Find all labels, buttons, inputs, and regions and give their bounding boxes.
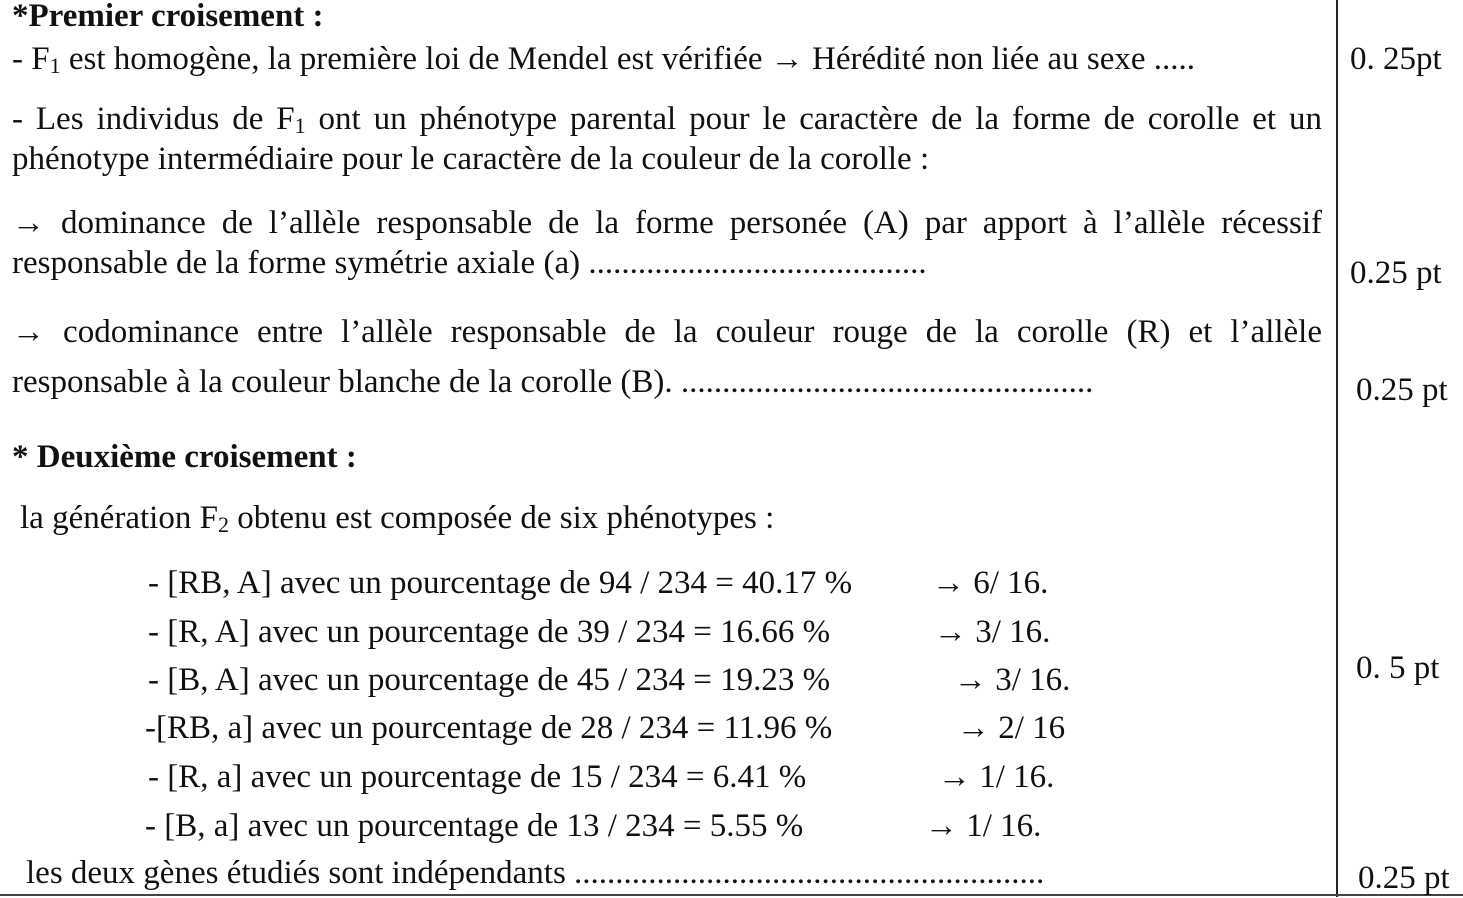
score-5: 0.25 pt [1358, 860, 1450, 896]
score-3: 0.25 pt [1356, 372, 1448, 408]
score-2: 0.25 pt [1350, 255, 1442, 291]
section1-para2: - Les individus de $F_1$ ont un phénotype parental pour le caractère de la forme de corolle et un phénotype intermédiaire pour le caractère de la couleur de la corolle : [12, 101, 1322, 177]
score-column-divider [1336, 0, 1338, 897]
phenotype-row: - [B, A] avec un pourcentage de 45 / 234 = 19.23 % → 3/ 16. [148, 662, 1071, 698]
section1-heading: *Premier croisement : [12, 0, 324, 34]
phenotype-row: - [R, A] avec un pourcentage de 39 / 234 = 16.66 % → 3/ 16. [148, 614, 1051, 650]
score-4: 0. 5 pt [1356, 650, 1440, 686]
phenotype-row: - [B, a] avec un pourcentage de 13 / 234 = 5.55 % → 1/ 16. [145, 808, 1042, 844]
phenotype-row: - [R, a] avec un pourcentage de 15 / 234 = 6.41 % → 1/ 16. [148, 759, 1055, 795]
phenotype-row: -[RB, a] avec un pourcentage de 28 / 234 = 11.96 % → 2/ 16 [145, 710, 1066, 746]
section1-para3: → dominance de l’allèle responsable de la forme personée (A) par apport à l’allèle récessif responsable de la forme symétrie axiale (a) ......................................... [12, 205, 1322, 281]
bottom-border [0, 894, 1463, 896]
section1-para4: → codominance entre l’allèle responsable de la couleur rouge de la corolle (R) et l’allèle responsable à la couleur blanche de la corolle (B). .................................................. [12, 314, 1322, 400]
section2-intro: la génération $F_2$ obtenu est composée de six phénotypes : [20, 500, 775, 537]
phenotype-row: - [RB, A] avec un pourcentage de 94 / 234 = 40.17 % → 6/ 16. [148, 565, 1049, 601]
section2-heading: * Deuxième croisement : [12, 439, 357, 475]
section2-conclusion: les deux gènes étudiés sont indépendants ......................................................... [26, 855, 1045, 891]
section1-line1: - $F_1$ est homogène, la première loi de Mendel est vérifiée → Hérédité non liée au sexe ..... [12, 41, 1196, 78]
score-1: 0. 25pt [1350, 41, 1442, 77]
